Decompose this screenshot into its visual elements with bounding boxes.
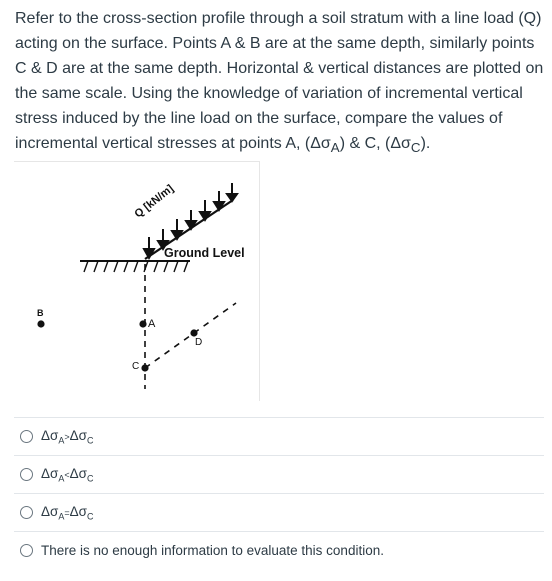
option-not-enough-info[interactable] — [14, 531, 544, 569]
point-d-label: D — [195, 337, 203, 348]
radio-button[interactable] — [20, 430, 33, 443]
point-a-label: A — [148, 318, 156, 330]
load-label: Q [kN/m] — [132, 182, 176, 221]
option-a-greater[interactable] — [14, 417, 544, 455]
option-label: $\Delta\sigma_A<\Delta\sigma_C$ — [41, 465, 94, 484]
point-b — [37, 320, 44, 327]
option-label: There is no enough information to evaluate this condition. — [41, 543, 384, 558]
point-a — [139, 320, 146, 327]
cross-section-diagram — [14, 161, 260, 401]
question-text: Refer to the cross-section profile through a soil stratum with a line load (Q) acting on the surface. Points A & B are at the same depth, similarly points C & D are at the same depth. Horizontal & vertical distances are plotted on the same scale. Using the knowledge of variation of incremental vertical stress induced by the line load on the surface, compare the values of incremental vertical stresses at points A, $(\Delta\sigma_A)$ & C, $(\Delta\sigma_C)$. — [15, 10, 544, 156]
radio-button[interactable] — [20, 468, 33, 481]
answer-options — [14, 417, 544, 569]
point-c-label: C — [132, 361, 140, 372]
ground-level-label: Ground Level — [164, 246, 245, 260]
ground-hatching — [84, 261, 188, 272]
point-c — [141, 364, 148, 371]
option-label: $\Delta\sigma_A=\Delta\sigma_C$ — [41, 503, 94, 522]
option-a-less[interactable] — [14, 455, 544, 493]
inclined-line — [145, 303, 236, 368]
point-b-label: B — [37, 308, 44, 318]
option-a-equal[interactable] — [14, 493, 544, 531]
cross-section-figure — [14, 161, 260, 401]
radio-button[interactable] — [20, 506, 33, 519]
option-label: $\Delta\sigma_A>\Delta\sigma_C$ — [41, 427, 94, 446]
radio-button[interactable] — [20, 544, 33, 557]
point-d — [190, 329, 197, 336]
